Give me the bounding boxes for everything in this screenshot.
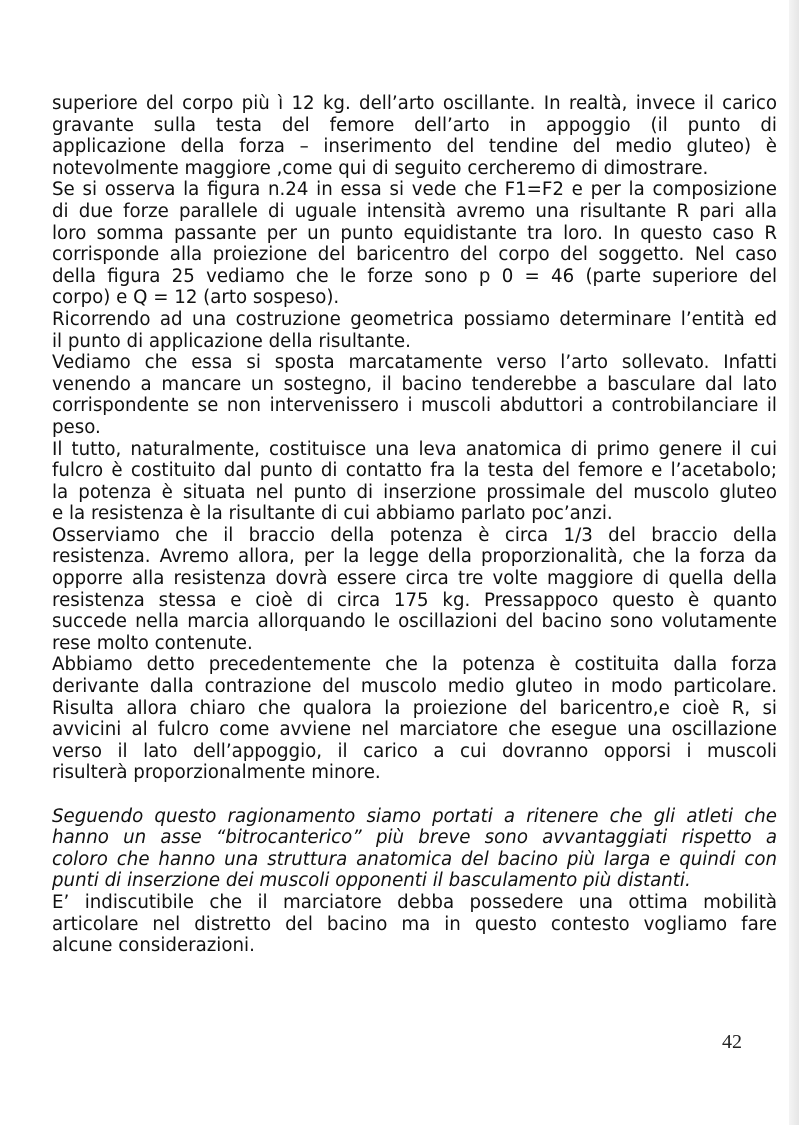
paragraph: [52, 309, 777, 352]
paragraph: [52, 525, 777, 655]
paragraph-gap: [52, 784, 777, 806]
text-line: articolare nel distretto del bacino ma in questo contesto vogliamo fare: [52, 913, 777, 935]
text-line: risulterà proporzionalmente minore.: [52, 762, 381, 784]
paragraph: [52, 806, 777, 892]
text-line: corrispondente se non intervenissero i muscoli abduttori a controbilanciare il: [52, 395, 777, 417]
text-line: venendo a mancare un sostegno, il bacino tenderebbe a basculare dal lato: [52, 373, 777, 395]
body-text: [52, 93, 777, 957]
text-line: Se si osserva la figura n.24 in essa si vede che F1=F2 e per la composizione: [52, 179, 777, 201]
text-line: coloro che hanno una struttura anatomica del bacino più larga e quindi con: [52, 848, 777, 870]
text-line: Il tutto, naturalmente, costituisce una leva anatomica di primo genere il cui: [52, 438, 777, 460]
text-line: Risulta allora chiaro che qualora la proiezione del baricentro,e cioè R, si: [52, 697, 777, 719]
text-line: punti di inserzione dei muscoli opponenti il basculamento più distanti.: [52, 870, 691, 892]
text-line: Vediamo che essa si sposta marcatamente verso l’arto sollevato. Infatti: [52, 352, 777, 374]
text-line: alcune considerazioni.: [52, 935, 255, 957]
text-line: notevolmente maggiore ,come qui di seguito cercheremo di dimostrare.: [52, 157, 709, 179]
text-line: avvicini al fulcro come avviene nel marciatore che esegue una oscillazione: [52, 719, 777, 741]
text-line: della figura 25 vediamo che le forze sono p 0 = 46 (parte superiore del: [52, 265, 777, 287]
paragraph: [52, 179, 777, 309]
paragraph: [52, 892, 777, 957]
text-line: Ricorrendo ad una costruzione geometrica possiamo determinare l’entità ed: [52, 308, 777, 330]
text-line: loro somma passante per un punto equidistante tra loro. In questo caso R: [52, 222, 777, 244]
page-number: 42: [722, 1031, 742, 1053]
paragraph: [52, 654, 777, 784]
paragraph: [52, 93, 777, 179]
text-line: rese molto contenute.: [52, 632, 253, 654]
text-line: resistenza stessa e cioè di circa 175 kg. Pressappoco questo è quanto: [52, 589, 777, 611]
text-line: la potenza è situata nel punto di inserzione prossimale del muscolo gluteo: [52, 481, 777, 503]
text-line: opporre alla resistenza dovrà essere circa tre volte maggiore di quella della: [52, 568, 777, 590]
text-line: E’ indiscutibile che il marciatore debba possedere una ottima mobilità: [52, 891, 777, 913]
text-line: il punto di applicazione della risultante.: [52, 330, 411, 352]
text-line: gravante sulla testa del femore dell’arto in appoggio (il punto di: [52, 114, 777, 136]
text-line: derivante dalla contrazione del muscolo medio gluteo in modo particolare.: [52, 676, 777, 698]
text-line: di due forze parallele di uguale intensità avremo una risultante R pari alla: [52, 200, 777, 222]
paragraph: [52, 352, 777, 438]
text-line: corpo) e Q = 12 (arto sospeso).: [52, 287, 340, 309]
page-edge-shadow: [789, 0, 799, 1125]
paragraph: [52, 439, 777, 525]
text-line: Osserviamo che il braccio della potenza è circa 1/3 del braccio della: [52, 524, 777, 546]
text-line: verso il lato dell’appoggio, il carico a cui dovranno opporsi i muscoli: [52, 740, 777, 762]
text-line: Abbiamo detto precedentemente che la potenza è costituita dalla forza: [52, 654, 777, 676]
text-line: hanno un asse “bitrocanterico” più breve sono avvantaggiati rispetto a: [52, 827, 777, 849]
text-line: applicazione della forza – inserimento del tendine del medio gluteo) è: [52, 136, 777, 158]
text-line: resistenza. Avremo allora, per la legge della proporzionalità, che la forza da: [52, 546, 777, 568]
text-line: e la resistenza è la risultante di cui abbiamo parlato poc’anzi.: [52, 503, 613, 525]
text-line: fulcro è costituito dal punto di contatto fra la testa del femore e l’acetabolo;: [52, 460, 777, 482]
text-line: Seguendo questo ragionamento siamo portati a ritenere che gli atleti che: [52, 805, 777, 827]
text-line: superiore del corpo più ì 12 kg. dell’arto oscillante. In realtà, invece il carico: [52, 93, 777, 114]
text-line: succede nella marcia allorquando le oscillazioni del bacino sono volutamente: [52, 611, 777, 633]
text-line: peso.: [52, 416, 101, 438]
text-line: corrisponde alla proiezione del baricentro del corpo del soggetto. Nel caso: [52, 244, 777, 266]
